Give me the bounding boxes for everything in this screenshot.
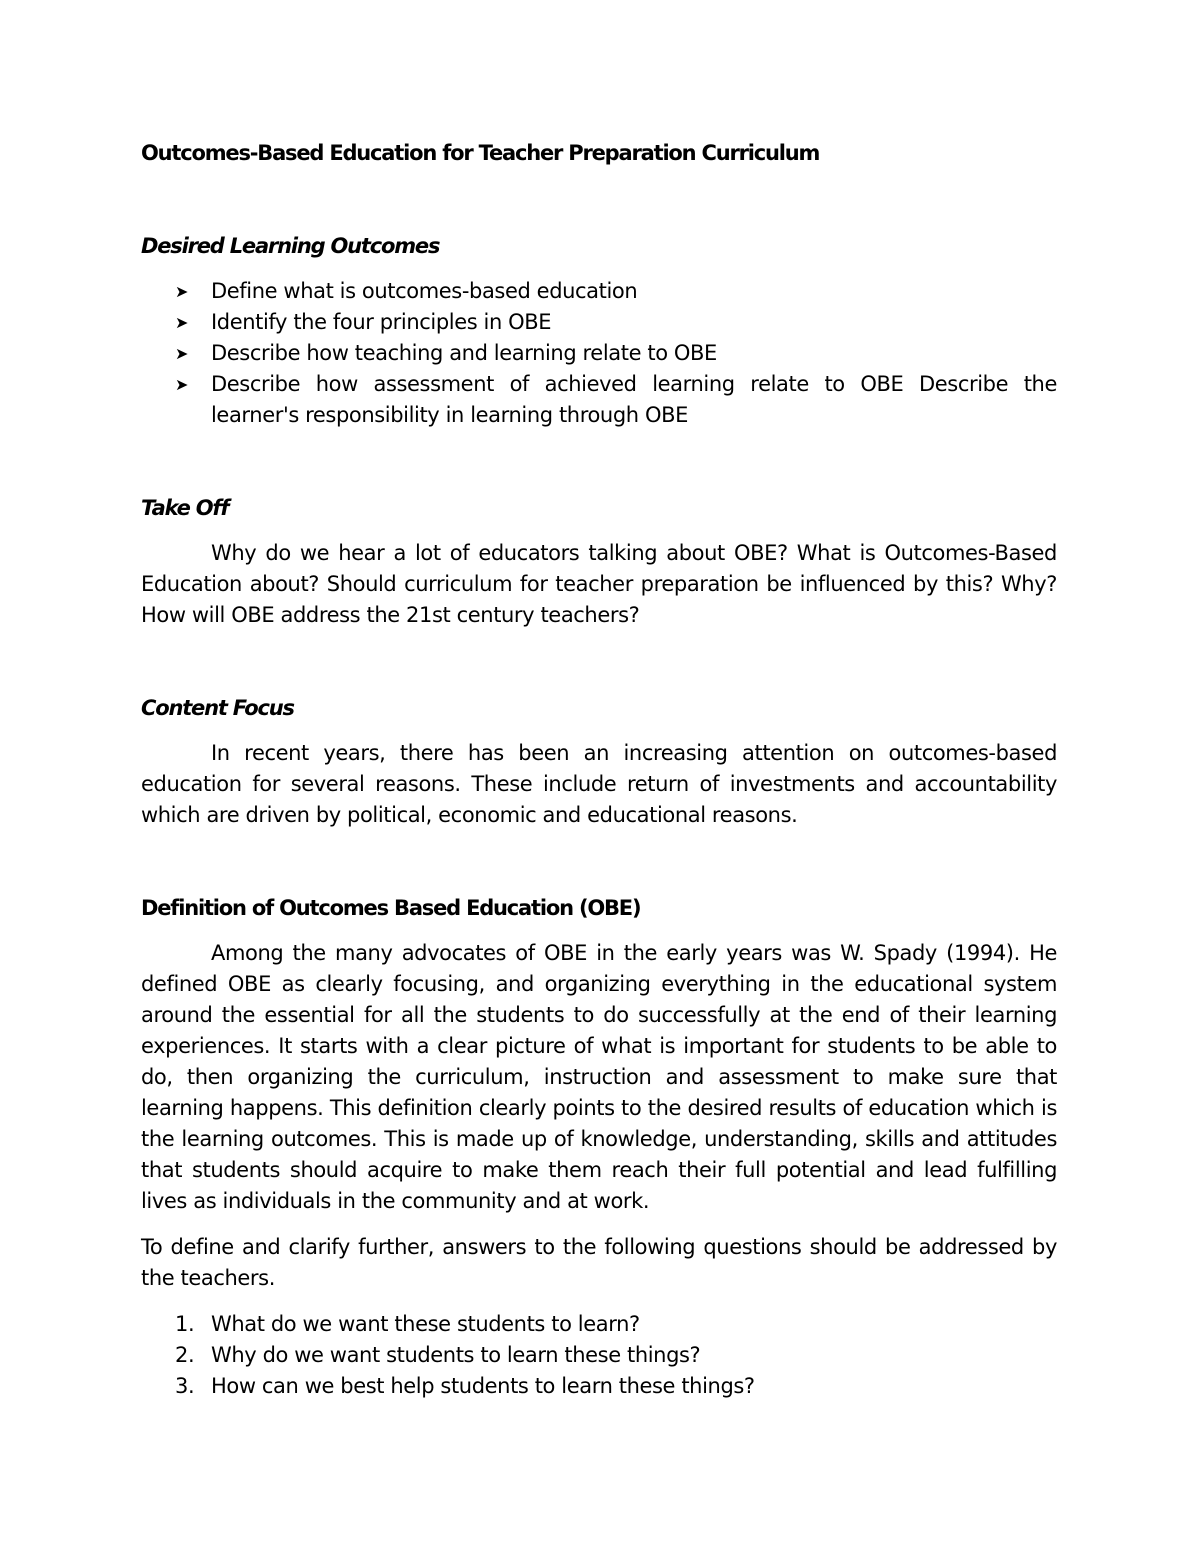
list-item (141, 1309, 1057, 1340)
list-item (141, 1340, 1057, 1371)
spacer (141, 724, 1057, 738)
list-item (141, 276, 1057, 307)
list-item-text: Identify the four principles in OBE (211, 310, 552, 334)
arrowhead-bullet-icon: ➤ (175, 375, 189, 394)
content-focus-heading: Content Focus (141, 696, 294, 720)
definition-heading: Definition of Outcomes Based Education (OBE) (141, 896, 641, 920)
list-item-text: Describe how teaching and learning relate to OBE (211, 341, 717, 365)
questions-list (141, 1309, 1057, 1402)
spacer (141, 1217, 1057, 1232)
take-off-heading: Take Off (141, 496, 229, 520)
list-item (141, 338, 1057, 369)
list-item-text: How can we best help students to learn these things? (211, 1374, 755, 1398)
spacer (141, 431, 1057, 493)
list-item-text: Why do we want students to learn these things? (211, 1343, 701, 1367)
take-off-paragraph: Why do we hear a lot of educators talking about OBE? What is Outcomes-Based Education about? Should curriculum for teacher preparation be influenced by this? Why? How will OBE address the 21st century teachers? (141, 541, 1057, 627)
list-item-text: What do we want these students to learn? (211, 1312, 640, 1336)
spacer (141, 631, 1057, 693)
list-item (141, 369, 1057, 431)
spacer (141, 1294, 1057, 1309)
document-title: Outcomes-Based Education for Teacher Preparation Curriculum (141, 141, 820, 165)
spacer (141, 262, 1057, 276)
arrowhead-bullet-icon: ➤ (175, 344, 189, 363)
list-number: 3. (175, 1374, 195, 1398)
desired-learning-heading: Desired Learning Outcomes (141, 234, 440, 258)
list-item (141, 307, 1057, 338)
content-focus-paragraph: In recent years, there has been an increasing attention on outcomes-based education for several reasons. These include return of investments and accountability which are driven by political, economic and educational reasons. (141, 741, 1057, 827)
spacer (141, 924, 1057, 938)
spacer (141, 831, 1057, 893)
arrowhead-bullet-icon: ➤ (175, 282, 189, 301)
list-number: 2. (175, 1343, 195, 1367)
clarify-paragraph: To define and clarify further, answers to the following questions should be addressed by the teachers. (141, 1235, 1057, 1290)
learning-outcomes-list (141, 276, 1057, 431)
arrowhead-bullet-icon: ➤ (175, 313, 189, 332)
list-item (141, 1371, 1057, 1402)
list-item-text: Describe how assessment of achieved learning relate to OBE Describe the learner's responsibility in learning through OBE (211, 372, 1057, 427)
definition-paragraph: Among the many advocates of OBE in the early years was W. Spady (1994). He defined OBE as clearly focusing, and organizing everything in the educational system around the essential for all the students to do successfully at the end of their learning experiences. It starts with a clear picture of what is important for students to be able to do, then organizing the curriculum, instruction and assessment to make sure that learning happens. This definition clearly points to the desired results of education which is the learning outcomes. This is made up of knowledge, understanding, skills and attitudes that students should acquire to make them reach their full potential and lead fulfilling lives as individuals in the community and at work. (141, 941, 1057, 1213)
list-number: 1. (175, 1312, 195, 1336)
list-item-text: Define what is outcomes-based education (211, 279, 638, 303)
document-page (141, 138, 1057, 1402)
spacer (141, 524, 1057, 538)
spacer (141, 169, 1057, 231)
